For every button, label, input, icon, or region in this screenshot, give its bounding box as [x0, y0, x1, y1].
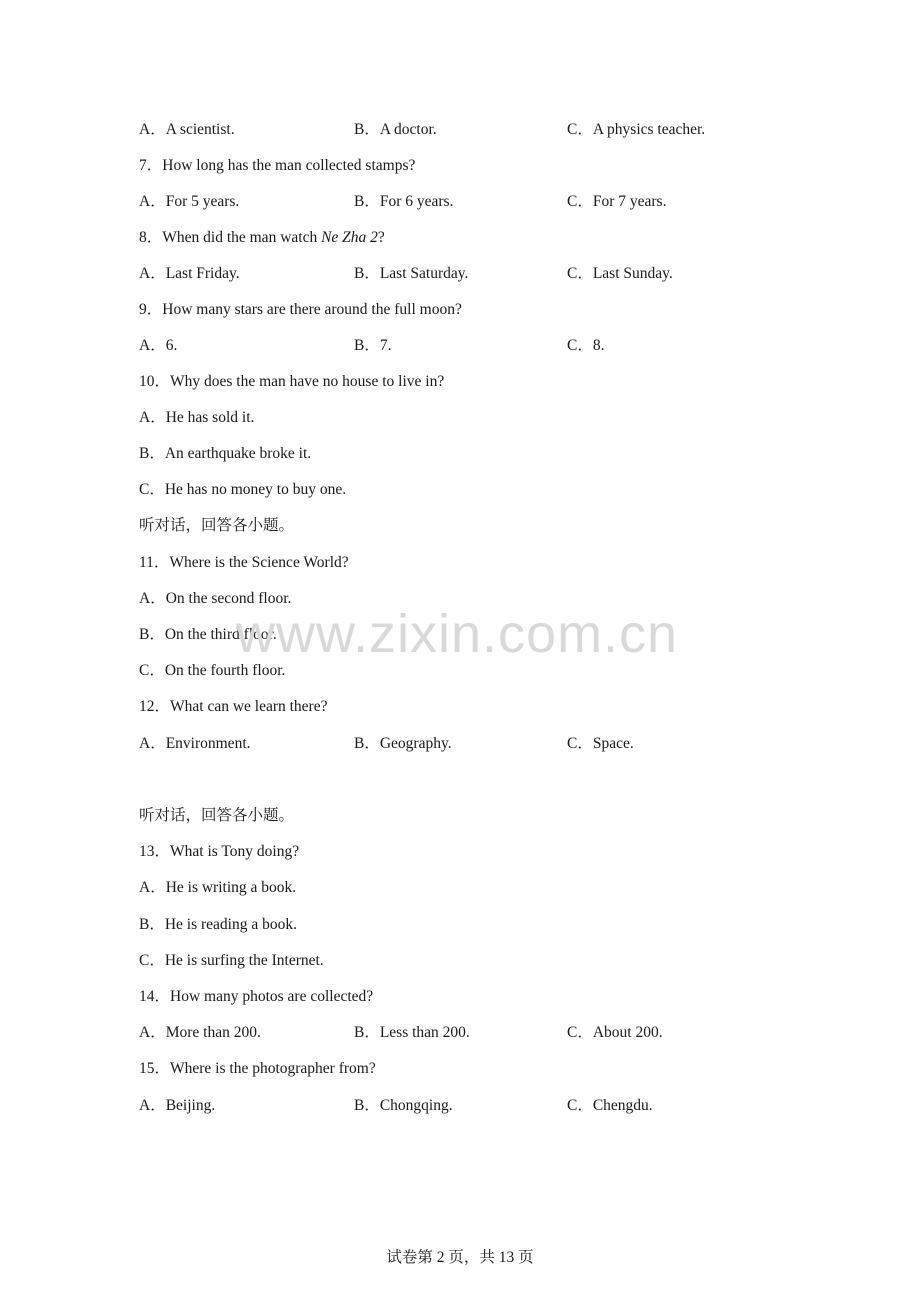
- q7-option-c: C．For 7 years.: [567, 193, 667, 210]
- q9-option-b: B．7.: [354, 337, 392, 354]
- q9-option-c: C．8.: [567, 337, 605, 354]
- watermark: www.zixin.com.cn: [236, 604, 679, 664]
- q8-options: [139, 262, 779, 286]
- q10-option-b: B．An earthquake broke it.: [139, 445, 312, 462]
- q11-question: 11．Where is the Science World?: [139, 554, 349, 571]
- q7-option-a: A．For 5 years.: [139, 193, 240, 210]
- q14-question: 14．How many photos are collected?: [139, 988, 374, 1005]
- q7-question: 7．How long has the man collected stamps?: [139, 157, 416, 174]
- q6-option-a: A．A scientist.: [139, 121, 235, 138]
- q7-options: [139, 190, 779, 214]
- q15-option-a: A．Beijing.: [139, 1097, 216, 1114]
- q15-question: 15．Where is the photographer from?: [139, 1060, 376, 1077]
- q8-text-after: ?: [377, 229, 385, 246]
- q12-option-c: C．Space.: [567, 735, 634, 752]
- q13-option-a: A．He is writing a book.: [139, 879, 297, 896]
- q8-movie-title: Ne Zha 2: [321, 229, 378, 246]
- q7-option-b: B．For 6 years.: [354, 193, 454, 210]
- q13-option-c: C．He is surfing the Internet.: [139, 952, 324, 969]
- q6-options: [139, 118, 779, 142]
- q15-option-c: C．Chengdu.: [567, 1097, 653, 1114]
- q15-options: [139, 1094, 779, 1118]
- q10-question: 10．Why does the man have no house to live in?: [139, 373, 445, 390]
- q9-question: 9．How many stars are there around the full moon?: [139, 301, 462, 318]
- q9-options: [139, 334, 779, 358]
- q8-option-a: A．Last Friday.: [139, 265, 240, 282]
- q12-question: 12．What can we learn there?: [139, 698, 328, 715]
- q14-options: [139, 1021, 779, 1045]
- q6-option-b: B．A doctor.: [354, 121, 437, 138]
- q12-options: [139, 732, 779, 756]
- page-footer: 试卷第 2 页，共 13 页: [386, 1249, 534, 1266]
- section-instruction: 听对话，回答各小题。: [139, 807, 295, 824]
- q14-option-a: A．More than 200.: [139, 1024, 261, 1041]
- q12-option-b: B．Geography.: [354, 735, 452, 752]
- q11-option-c: C．On the fourth floor.: [139, 662, 286, 679]
- q15-option-b: B．Chongqing.: [354, 1097, 453, 1114]
- q12-option-a: A．Environment.: [139, 735, 251, 752]
- q14-option-c: C．About 200.: [567, 1024, 663, 1041]
- section-instruction: 听对话，回答各小题。: [139, 517, 295, 534]
- q11-option-a: A．On the second floor.: [139, 590, 292, 607]
- q13-option-b: B．He is reading a book.: [139, 916, 297, 933]
- q14-option-b: B．Less than 200.: [354, 1024, 470, 1041]
- q8-question: [139, 226, 779, 250]
- q8-text-before: 8．When did the man watch: [139, 229, 322, 246]
- q6-option-c: C．A physics teacher.: [567, 121, 706, 138]
- q8-option-b: B．Last Saturday.: [354, 265, 469, 282]
- q10-option-a: A．He has sold it.: [139, 409, 255, 426]
- q8-option-c: C．Last Sunday.: [567, 265, 673, 282]
- q9-option-a: A．6.: [139, 337, 178, 354]
- q13-question: 13．What is Tony doing?: [139, 843, 300, 860]
- q10-option-c: C．He has no money to buy one.: [139, 481, 347, 498]
- q11-option-b: B．On the third floor.: [139, 626, 277, 643]
